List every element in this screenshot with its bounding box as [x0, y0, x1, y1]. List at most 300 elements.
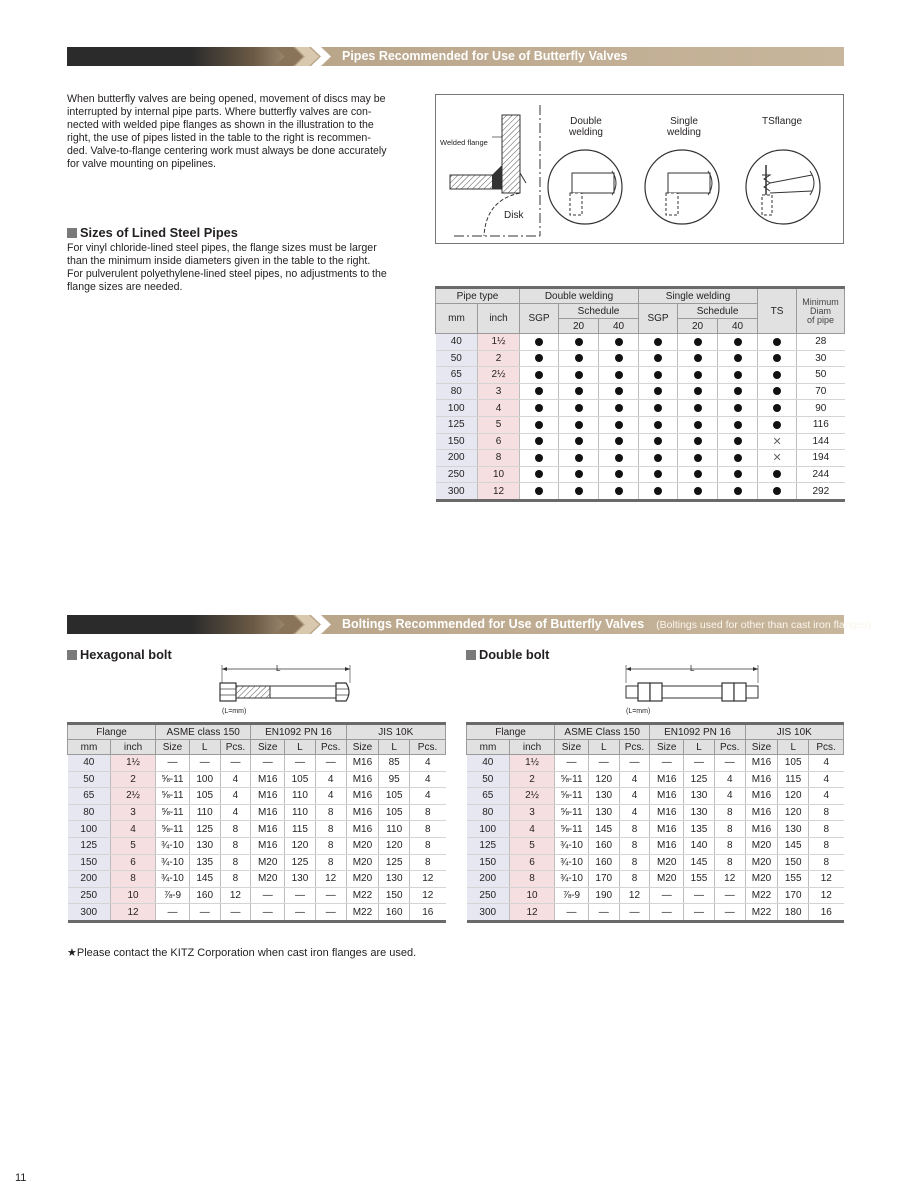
bolt-value-cell: 160 [588, 854, 619, 871]
recommended-dot-icon [773, 421, 781, 429]
availability-cell [718, 416, 758, 433]
lined-line: than the minimum inside diameters given in the table to the right. [67, 255, 371, 267]
availability-cell [520, 416, 559, 433]
availability-cell [520, 334, 559, 351]
inch-header: inch [510, 740, 555, 755]
bolt-value-cell: M16 [346, 804, 379, 821]
bolt-value-cell: M16 [251, 821, 285, 838]
bolt-value-cell: 8 [809, 837, 844, 854]
bolt-value-cell: — [220, 904, 251, 922]
inch-cell: 2½ [478, 367, 520, 384]
availability-cell [639, 383, 678, 400]
bolt-value-cell: 130 [684, 788, 715, 805]
inch-cell: 4 [510, 821, 555, 838]
bolt-value-cell: 12 [809, 871, 844, 888]
bolt-value-cell: 120 [778, 788, 809, 805]
bolt-value-cell: M16 [650, 788, 684, 805]
bolt-value-cell: 8 [714, 837, 745, 854]
bolt-value-cell: M16 [745, 804, 778, 821]
bolt-value-cell: ¾-10 [555, 854, 589, 871]
bolt-value-cell: 95 [379, 771, 410, 788]
availability-cell [639, 466, 678, 483]
recommended-dot-icon [575, 404, 583, 412]
availability-cell [599, 350, 639, 367]
double-bolt-length-label: L [690, 664, 695, 673]
lined-steel-paragraph [67, 242, 423, 294]
availability-cell [520, 400, 559, 417]
availability-cell [678, 383, 718, 400]
inch-cell: 1½ [510, 755, 555, 772]
mm-cell: 100 [68, 821, 111, 838]
schedule-header: Schedule [559, 304, 639, 319]
length-header: L [379, 740, 410, 755]
min-diam-header-line1: Minimum [802, 296, 839, 307]
table-row [467, 854, 844, 871]
bolt-value-cell: 4 [714, 788, 745, 805]
recommended-dot-icon [535, 404, 543, 412]
recommended-dot-icon [535, 338, 543, 346]
bolt-value-cell: 180 [778, 904, 809, 922]
mm-cell: 250 [467, 887, 510, 904]
mm-cell: 150 [68, 854, 111, 871]
recommended-dot-icon [615, 371, 623, 379]
double-welding-detail [548, 150, 622, 224]
mm-cell: 125 [68, 837, 111, 854]
recommended-dot-icon [615, 354, 623, 362]
asme-header: ASME class 150 [156, 724, 251, 740]
pipes-banner [67, 47, 844, 66]
schedule-40-header: 40 [718, 319, 758, 334]
bolt-value-cell: ⅝-11 [156, 788, 190, 805]
availability-cell [559, 367, 599, 384]
recommended-dot-icon [694, 421, 702, 429]
inch-cell: 8 [111, 871, 156, 888]
bolt-value-cell: 4 [220, 771, 251, 788]
ts-flange-detail [746, 150, 820, 224]
availability-cell [520, 383, 559, 400]
availability-cell [520, 433, 559, 450]
disk-label: Disk [504, 210, 524, 221]
size-header: Size [745, 740, 778, 755]
bolt-value-cell: 145 [778, 837, 809, 854]
recommended-dot-icon [535, 487, 543, 495]
recommended-dot-icon [694, 371, 702, 379]
ts-header: TS [758, 288, 797, 334]
bolt-value-cell: 4 [315, 788, 346, 805]
availability-cell [678, 466, 718, 483]
bolt-value-cell: 8 [619, 854, 650, 871]
inch-cell: 2½ [510, 788, 555, 805]
pipe-compatibility-table [435, 286, 845, 502]
bolt-value-cell: — [315, 887, 346, 904]
bolt-value-cell: 105 [778, 755, 809, 772]
mm-header: mm [436, 304, 478, 334]
availability-cell [758, 433, 797, 450]
bolt-value-cell: 8 [315, 804, 346, 821]
bolt-value-cell: 155 [778, 871, 809, 888]
bolt-value-cell: M20 [251, 871, 285, 888]
recommended-dot-icon [694, 387, 702, 395]
bolt-value-cell: 125 [285, 854, 316, 871]
bolt-value-cell: 8 [220, 871, 251, 888]
bolt-value-cell: 12 [809, 887, 844, 904]
table-row [436, 350, 845, 367]
bolt-value-cell: 105 [189, 788, 220, 805]
bolt-value-cell: 8 [619, 821, 650, 838]
table-row [436, 383, 845, 400]
bolt-value-cell: 120 [379, 837, 410, 854]
bolt-value-cell: 120 [588, 771, 619, 788]
chevron-arrows-icon [275, 615, 335, 634]
schedule-20-header: 20 [559, 319, 599, 334]
table-row [467, 887, 844, 904]
mm-cell: 300 [68, 904, 111, 922]
bolt-value-cell: M20 [650, 871, 684, 888]
recommended-dot-icon [535, 421, 543, 429]
recommended-dot-icon [575, 487, 583, 495]
bolt-value-cell: M20 [650, 854, 684, 871]
bolt-value-cell: 8 [410, 837, 446, 854]
bolt-value-cell: 12 [714, 871, 745, 888]
table-row [68, 788, 446, 805]
availability-cell [718, 433, 758, 450]
availability-cell [758, 383, 797, 400]
bolt-value-cell: — [285, 904, 316, 922]
availability-cell [520, 350, 559, 367]
availability-cell [559, 450, 599, 467]
bolt-value-cell: 8 [315, 854, 346, 871]
bolt-value-cell: 8 [619, 871, 650, 888]
mm-cell: 250 [68, 887, 111, 904]
availability-cell [718, 450, 758, 467]
bolt-value-cell: 4 [220, 788, 251, 805]
bolt-value-cell: — [251, 887, 285, 904]
availability-cell [559, 416, 599, 433]
bolt-value-cell: M20 [346, 871, 379, 888]
pcs-header: Pcs. [315, 740, 346, 755]
single-welding-detail [645, 150, 719, 224]
table-row [467, 755, 844, 772]
bolt-value-cell: ¾-10 [555, 837, 589, 854]
recommended-dot-icon [734, 387, 742, 395]
bolt-value-cell: 8 [619, 837, 650, 854]
recommended-dot-icon [654, 437, 662, 445]
bolt-value-cell: M16 [251, 837, 285, 854]
bolt-value-cell: ⅝-11 [156, 804, 190, 821]
bolt-value-cell: — [555, 904, 589, 922]
table-row [467, 788, 844, 805]
bolt-value-cell: — [588, 755, 619, 772]
schedule-20-header: 20 [678, 319, 718, 334]
recommended-dot-icon [654, 371, 662, 379]
bolt-value-cell: 130 [778, 821, 809, 838]
availability-cell [599, 433, 639, 450]
recommended-dot-icon [575, 371, 583, 379]
availability-cell [678, 350, 718, 367]
availability-cell [599, 416, 639, 433]
min-diam-header-line2: Diam [810, 305, 832, 316]
availability-cell [718, 400, 758, 417]
availability-cell [678, 433, 718, 450]
bolt-value-cell: 4 [410, 755, 446, 772]
mm-cell: 65 [467, 788, 510, 805]
mm-cell: 65 [436, 367, 478, 384]
not-recommended-cross-icon: ✕ [772, 452, 782, 465]
bolt-value-cell: — [714, 904, 745, 922]
bolt-value-cell: M22 [346, 887, 379, 904]
min-diameter-cell: 90 [797, 400, 845, 417]
chevron-arrows-icon [275, 47, 335, 66]
bolt-value-cell: 12 [410, 871, 446, 888]
pcs-header: Pcs. [619, 740, 650, 755]
bolt-value-cell: 105 [379, 804, 410, 821]
table-row [436, 450, 845, 467]
intro-line: When butterfly valves are being opened, movement of discs may be [67, 93, 386, 105]
table-row [467, 804, 844, 821]
bolt-value-cell: 130 [588, 788, 619, 805]
inch-cell: 5 [510, 837, 555, 854]
mm-cell: 40 [68, 755, 111, 772]
recommended-dot-icon [615, 338, 623, 346]
bolt-value-cell: 145 [684, 854, 715, 871]
bolt-value-cell: 4 [714, 771, 745, 788]
recommended-dot-icon [654, 470, 662, 478]
asme-header: ASME Class 150 [555, 724, 650, 740]
bolt-value-cell: M16 [346, 821, 379, 838]
square-bullet-icon [67, 228, 77, 238]
bolt-value-cell: M22 [745, 887, 778, 904]
availability-cell [639, 450, 678, 467]
recommended-dot-icon [654, 421, 662, 429]
size-header: Size [650, 740, 684, 755]
bolt-value-cell: 110 [285, 804, 316, 821]
recommended-dot-icon [694, 454, 702, 462]
availability-cell [758, 483, 797, 501]
bolt-value-cell: — [189, 755, 220, 772]
bolt-value-cell: — [650, 755, 684, 772]
bolt-value-cell: 170 [588, 871, 619, 888]
min-diameter-cell: 50 [797, 367, 845, 384]
availability-cell [599, 450, 639, 467]
availability-cell [599, 383, 639, 400]
inch-cell: 3 [510, 804, 555, 821]
bolt-value-cell: 125 [189, 821, 220, 838]
square-bullet-icon [67, 650, 77, 660]
en1092-header: EN1092 PN 16 [650, 724, 745, 740]
bolt-value-cell: 12 [315, 871, 346, 888]
availability-cell [678, 400, 718, 417]
mm-cell: 50 [467, 771, 510, 788]
availability-cell [758, 334, 797, 351]
inch-cell: 5 [111, 837, 156, 854]
mm-cell: 125 [467, 837, 510, 854]
double-welding-label [564, 116, 608, 138]
bolt-value-cell: — [588, 904, 619, 922]
inch-cell: 12 [478, 483, 520, 501]
recommended-dot-icon [734, 404, 742, 412]
recommended-dot-icon [535, 371, 543, 379]
intro-line: interrupted by internal pipe parts. Where butterfly valves are con- [67, 106, 372, 118]
inch-cell: 6 [478, 433, 520, 450]
bolt-value-cell: 8 [809, 821, 844, 838]
recommended-dot-icon [575, 470, 583, 478]
bolt-value-cell: M16 [745, 771, 778, 788]
table-row [68, 755, 446, 772]
mm-cell: 40 [436, 334, 478, 351]
availability-cell [559, 466, 599, 483]
bolt-value-cell: 8 [220, 821, 251, 838]
bolt-value-cell: 130 [285, 871, 316, 888]
table-row [68, 821, 446, 838]
mm-cell: 80 [467, 804, 510, 821]
bolt-value-cell: 115 [285, 821, 316, 838]
recommended-dot-icon [535, 437, 543, 445]
bolt-value-cell: ⅝-11 [555, 788, 589, 805]
recommended-dot-icon [773, 387, 781, 395]
bolt-value-cell: M16 [251, 788, 285, 805]
table-row [68, 804, 446, 821]
lined-steel-heading-text: Sizes of Lined Steel Pipes [80, 225, 238, 240]
min-diameter-cell: 70 [797, 383, 845, 400]
bolt-value-cell: 8 [714, 821, 745, 838]
schedule-header: Schedule [678, 304, 758, 319]
recommended-dot-icon [654, 487, 662, 495]
bolt-value-cell: 145 [588, 821, 619, 838]
welded-flange-label: Welded flange [440, 138, 488, 147]
bolt-value-cell: 100 [189, 771, 220, 788]
bolt-value-cell: M20 [745, 871, 778, 888]
bolt-value-cell: M16 [745, 821, 778, 838]
min-diameter-cell: 292 [797, 483, 845, 501]
inch-cell: 3 [478, 383, 520, 400]
hex-bolt-length-label: L [276, 664, 281, 673]
bolt-value-cell: 8 [220, 837, 251, 854]
recommended-dot-icon [615, 470, 623, 478]
double-welding-label-line1: Double [570, 116, 602, 127]
recommended-dot-icon [734, 487, 742, 495]
min-diam-header-line3: of pipe [807, 314, 835, 325]
bolt-value-cell: ⅝-11 [156, 771, 190, 788]
inch-cell: 2 [478, 350, 520, 367]
bolt-value-cell: M16 [346, 771, 379, 788]
bolt-value-cell: 105 [379, 788, 410, 805]
hex-bolt-heading [67, 647, 172, 662]
bolt-value-cell: 130 [379, 871, 410, 888]
recommended-dot-icon [773, 338, 781, 346]
square-bullet-icon [466, 650, 476, 660]
bolt-value-cell: 4 [619, 804, 650, 821]
bolt-value-cell: 8 [809, 804, 844, 821]
sgp-header: SGP [520, 304, 559, 334]
bolt-value-cell: 8 [714, 854, 745, 871]
table-row [436, 483, 845, 501]
recommended-dot-icon [615, 437, 623, 445]
bolt-value-cell: 105 [285, 771, 316, 788]
bolt-value-cell: M16 [251, 804, 285, 821]
inch-cell: 1½ [111, 755, 156, 772]
bolt-value-cell: — [315, 904, 346, 922]
not-recommended-cross-icon: ✕ [772, 435, 782, 448]
boltings-banner-title [342, 617, 871, 631]
inch-cell: 8 [510, 871, 555, 888]
bolt-value-cell: M16 [346, 788, 379, 805]
bolt-value-cell: 4 [410, 771, 446, 788]
bolt-value-cell: — [156, 904, 190, 922]
bolt-value-cell: — [220, 755, 251, 772]
bolt-value-cell: — [714, 887, 745, 904]
bolt-value-cell: 135 [684, 821, 715, 838]
recommended-dot-icon [734, 371, 742, 379]
availability-cell [678, 450, 718, 467]
availability-cell [639, 367, 678, 384]
recommended-dot-icon [694, 404, 702, 412]
bolt-value-cell: 130 [588, 804, 619, 821]
availability-cell [559, 433, 599, 450]
pcs-header: Pcs. [809, 740, 844, 755]
mm-cell: 100 [467, 821, 510, 838]
mm-cell: 65 [68, 788, 111, 805]
double-bolt-unit-note: (L=mm) [626, 708, 651, 715]
bolt-value-cell: ¾-10 [555, 871, 589, 888]
availability-cell [559, 383, 599, 400]
availability-cell [520, 483, 559, 501]
table-row [467, 871, 844, 888]
bolt-value-cell: 120 [778, 804, 809, 821]
bolt-value-cell: — [619, 904, 650, 922]
recommended-dot-icon [575, 454, 583, 462]
tsflange-label: TSflange [762, 116, 803, 127]
en1092-header: EN1092 PN 16 [251, 724, 346, 740]
bolt-value-cell: 150 [778, 854, 809, 871]
availability-cell [559, 483, 599, 501]
table-row [436, 466, 845, 483]
inch-cell: 10 [510, 887, 555, 904]
availability-cell [639, 350, 678, 367]
boltings-banner-title-text: Boltings Recommended for Use of Butterfly Valves [342, 617, 645, 631]
bolt-value-cell: — [315, 755, 346, 772]
bolt-value-cell: 8 [714, 804, 745, 821]
bolt-value-cell: 8 [220, 854, 251, 871]
lined-steel-heading [67, 225, 238, 240]
recommended-dot-icon [694, 437, 702, 445]
mm-cell: 40 [467, 755, 510, 772]
bolt-value-cell: — [285, 887, 316, 904]
page-number: 11 [15, 1172, 27, 1184]
size-header: Size [555, 740, 589, 755]
inch-header: inch [111, 740, 156, 755]
availability-cell [758, 367, 797, 384]
inch-cell: 12 [510, 904, 555, 922]
jis-header: JIS 10K [745, 724, 843, 740]
availability-cell [678, 483, 718, 501]
bolt-value-cell: 8 [809, 854, 844, 871]
bolt-value-cell: 4 [809, 771, 844, 788]
bolt-value-cell: 120 [285, 837, 316, 854]
bolt-value-cell: ⅝-11 [555, 771, 589, 788]
recommended-dot-icon [773, 404, 781, 412]
recommended-dot-icon [734, 338, 742, 346]
bolt-value-cell: M16 [650, 837, 684, 854]
inch-cell: 6 [510, 854, 555, 871]
min-diameter-cell: 194 [797, 450, 845, 467]
recommended-dot-icon [694, 354, 702, 362]
bolt-value-cell: 8 [410, 804, 446, 821]
bolt-value-cell: ⅞-9 [156, 887, 190, 904]
table-row [436, 367, 845, 384]
table-row [467, 821, 844, 838]
bolt-value-cell: 160 [189, 887, 220, 904]
inch-cell: 6 [111, 854, 156, 871]
